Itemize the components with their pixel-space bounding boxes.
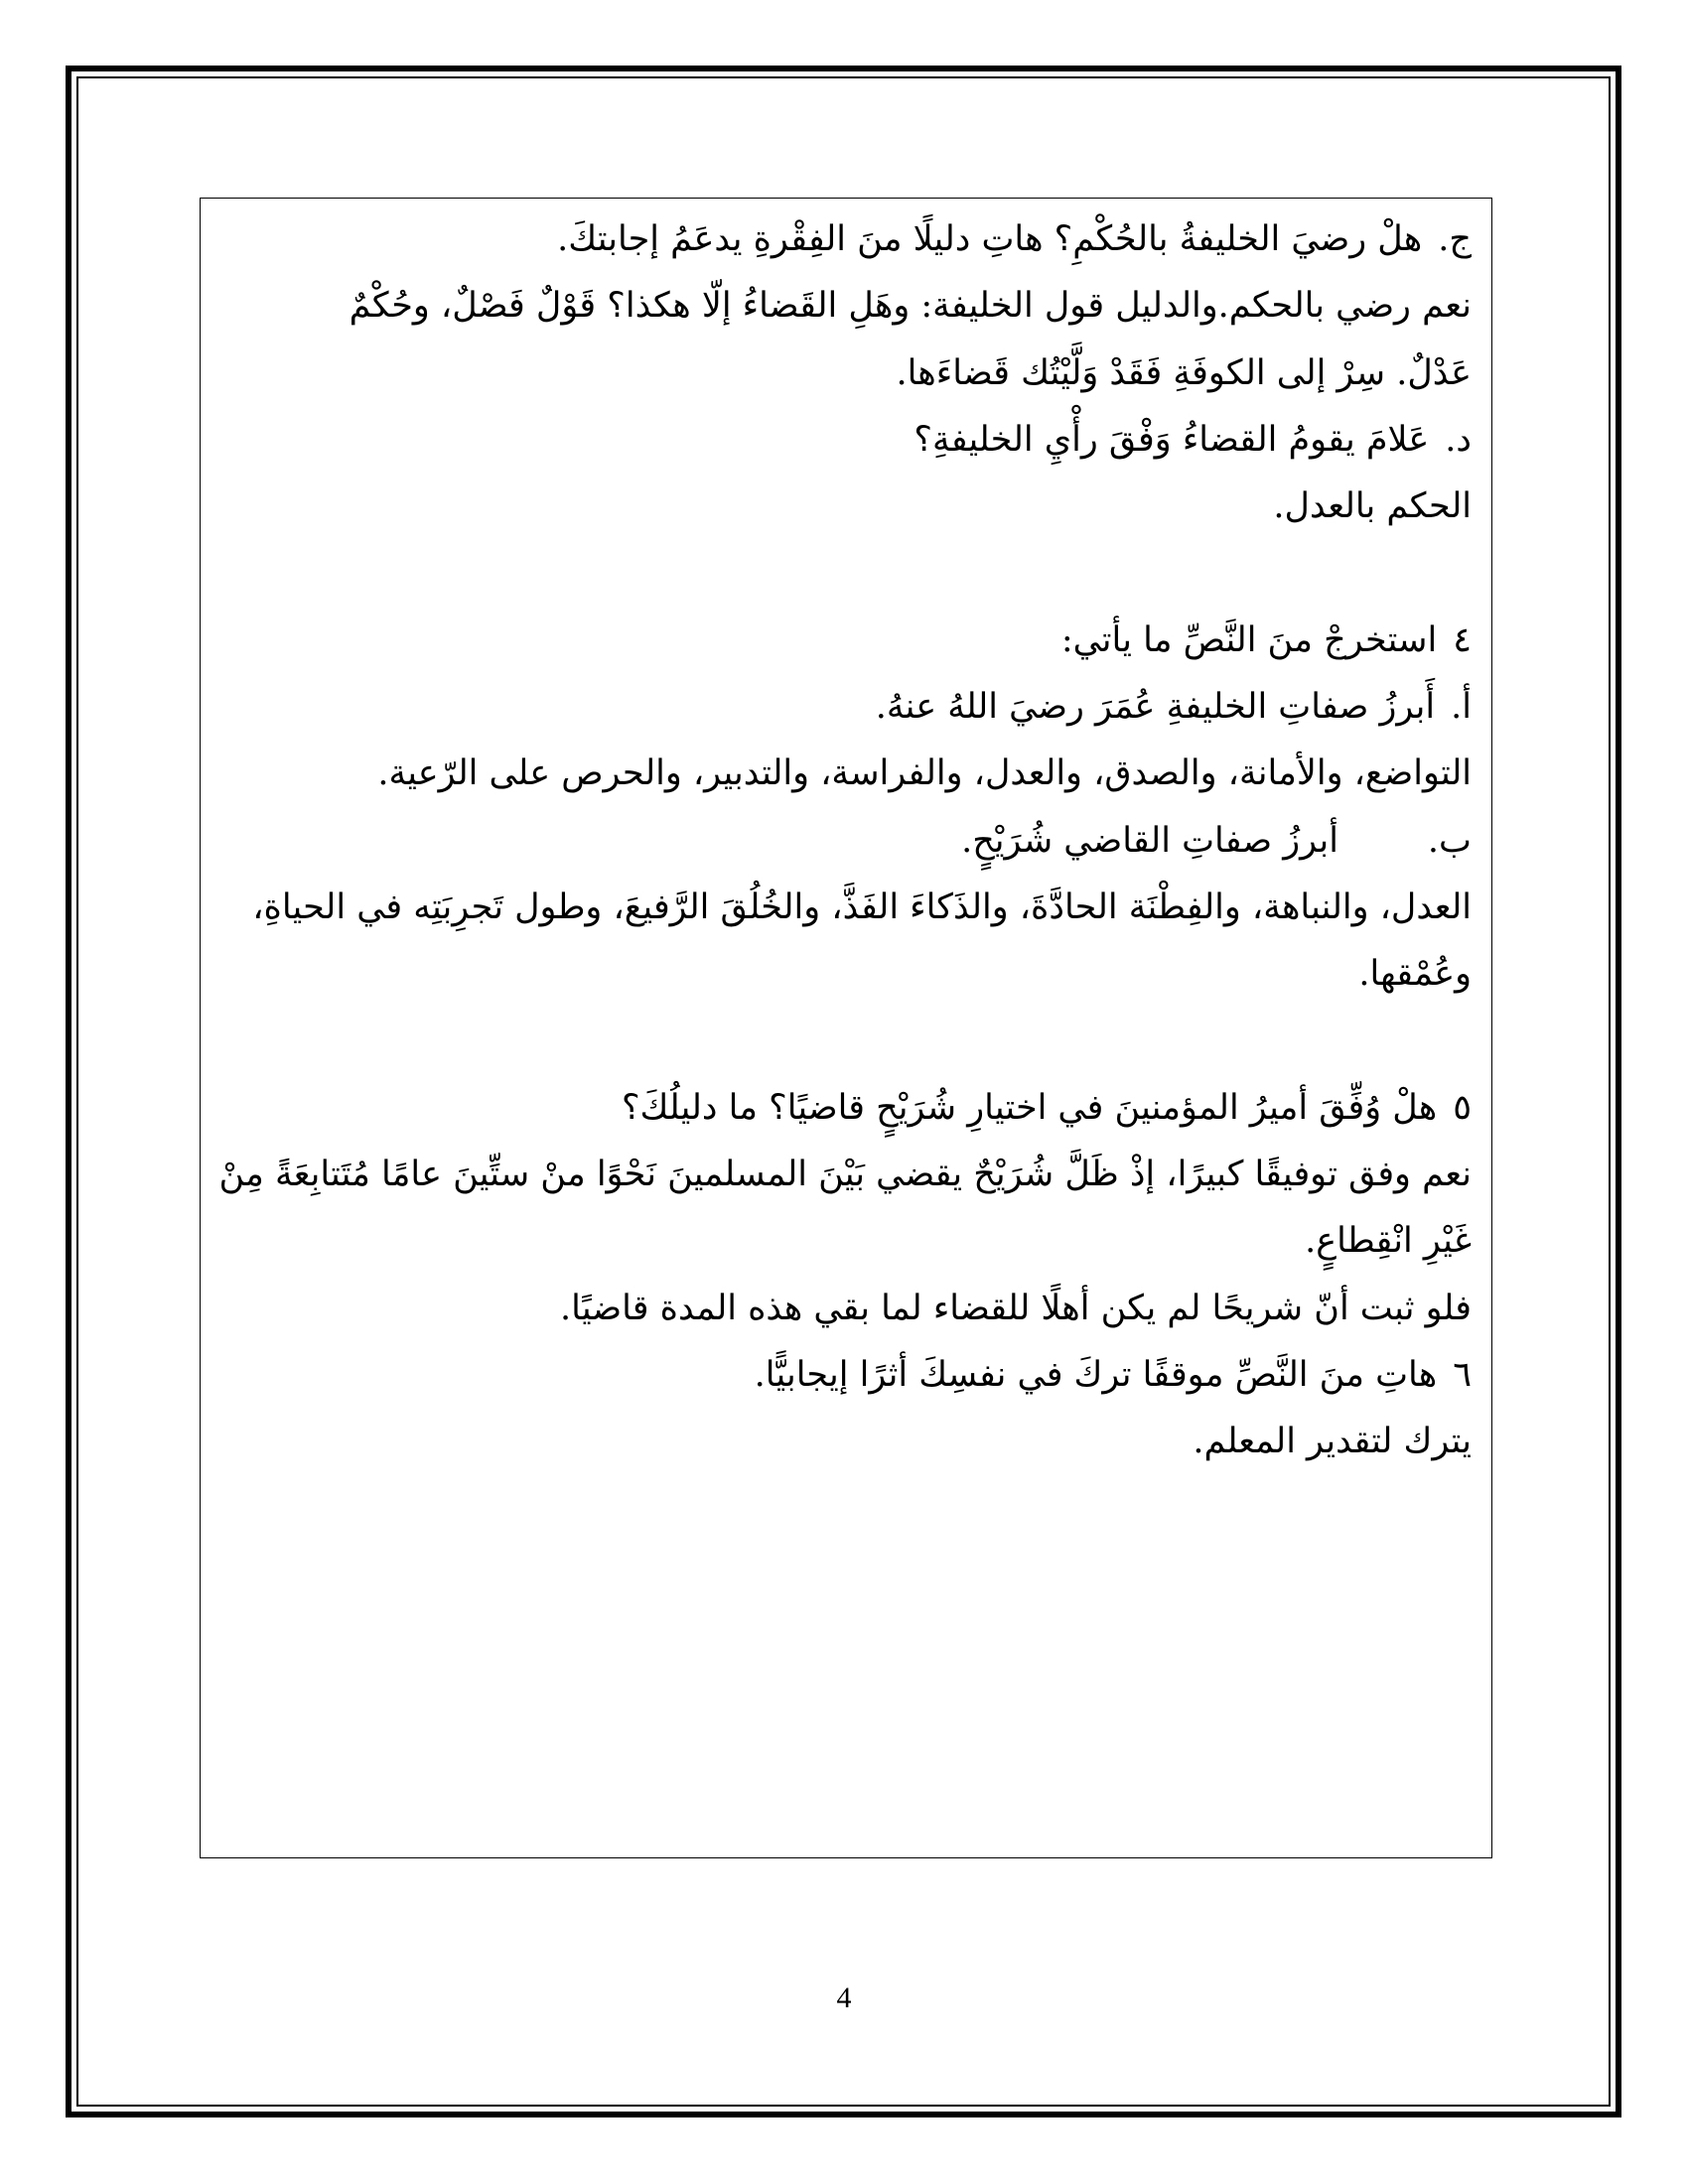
spacer: [220, 540, 1472, 607]
answer-5-line-3: فلو ثبت أنّ شريحًا لم يكن أهلًا للقضاء لما بقي هذه المدة قاضيًا.: [560, 1288, 1472, 1328]
question-4-number: ٤: [1453, 619, 1472, 660]
answer-c-line-1: نعم رضي بالحكم.والدليل قول الخليفة: وهَلِ القَضاءُ إلّا هكذا؟ قَوْلٌ فَصْلٌ، وحُكْمٌ: [349, 286, 1472, 327]
answer-4-a: التواضع، والأمانة، والصدق، والعدل، والفراسة، والتدبير، والحرص على الرّعية.: [377, 753, 1472, 794]
question-c-text: هلْ رضيَ الخليفةُ بالحُكْمِ؟ هاتِ دليلًا منَ الفِقْرةِ يدعَمُ إجابتكَ.: [557, 219, 1423, 259]
page-number: 4: [836, 1981, 852, 2014]
question-5: [220, 1075, 1472, 1142]
question-4-a-text: أَبرزُ صفاتِ الخليفةِ عُمَرَ رضيَ اللهُ عنهُ.: [875, 687, 1436, 728]
question-5-text: هلْ وُفِّقَ أميرُ المؤمنينَ في اختيارِ شُرَيْحٍ قاضيًا؟ ما دليلُكَ؟: [621, 1087, 1438, 1128]
question-c-label: ج.: [1438, 219, 1472, 259]
answer-d: الحكم بالعدل.: [1273, 486, 1472, 527]
answer-5-line-1: نعم وفق توفيقًا كبيرًا، إذْ ظَلَّ شُرَيْحٌ يقضي بَيْنَ المسلمينَ نَحْوًا منْ ستِّينَ عامًا مُتَتابِعَةً مِنْ: [218, 1155, 1472, 1195]
question-4: [220, 608, 1472, 674]
answer-4-b-line-1: العدل، والنباهة، والفِطْنَة الحادَّةَ، والذَكاءَ الفَذَّ، والخُلُقَ الرَّفيعَ، وطول تَجرِبَتِه في الحياةِ،: [252, 887, 1472, 927]
question-6: [220, 1342, 1472, 1409]
question-d: [220, 407, 1472, 474]
question-4-b-text: أبرزُ صفاتِ القاضي شُرَيْحٍ.: [961, 820, 1338, 861]
answer-c-line-2: عَدْلٌ. سِرْ إلى الكوفَةِ فَقَدْ وَلَّيْتُك قَضاءَها.: [896, 352, 1472, 393]
question-4-b-label: ب.: [1427, 820, 1472, 861]
answer-6: يترك لتقدير المعلم.: [1193, 1422, 1472, 1462]
question-6-number: ٦: [1453, 1355, 1472, 1396]
question-4-a-label: أ.: [1451, 687, 1472, 728]
spacer: [220, 1009, 1472, 1075]
answer-4-b-line-2: وعُمْقها.: [1358, 954, 1472, 995]
question-4-b: [220, 808, 1472, 875]
question-c: [220, 206, 1472, 273]
answer-5-line-2: غَيْرِ انْقِطاعٍ.: [1305, 1221, 1472, 1262]
question-d-text: عَلامَ يقومُ القضاءُ وَفْقَ رأْيِ الخليفةِ؟: [914, 419, 1430, 460]
question-d-label: د.: [1445, 419, 1472, 460]
question-5-number: ٥: [1453, 1087, 1472, 1128]
question-4-a: [220, 674, 1472, 741]
answer-sheet-content: [220, 206, 1472, 1476]
question-4-text: استخرجْ منَ النَّصِّ ما يأتي:: [1060, 619, 1438, 660]
question-6-text: هاتِ منَ النَّصِّ موقفًا تركَ في نفسِكَ أثرًا إيجابيًّا.: [754, 1355, 1438, 1396]
